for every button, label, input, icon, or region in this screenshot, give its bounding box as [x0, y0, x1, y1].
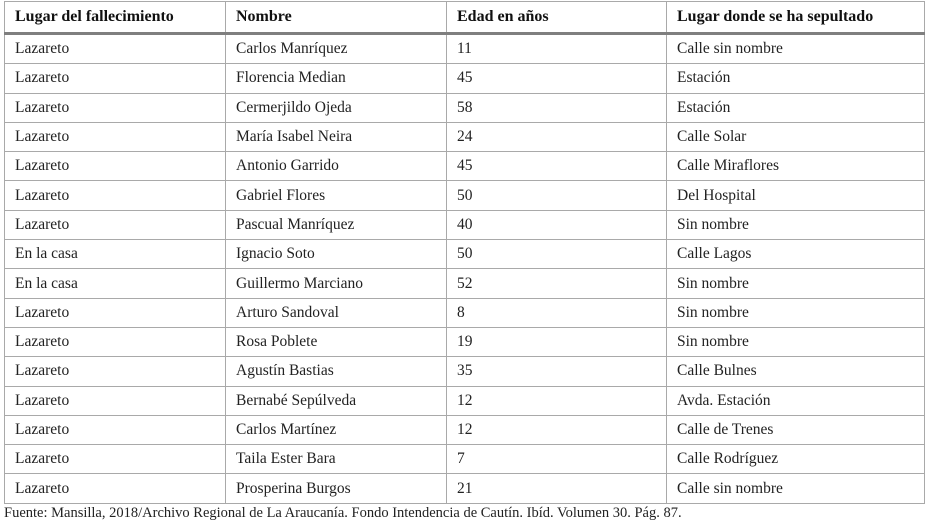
cell-age: 35 — [447, 357, 667, 386]
table-row — [5, 474, 925, 503]
cell-place-of-death: Lazareto — [5, 386, 226, 415]
cell-name: Guillermo Marciano — [226, 269, 447, 298]
cell-burial-place: Sin nombre — [667, 327, 925, 356]
cell-burial-place: Estación — [667, 64, 925, 93]
cell-place-of-death: En la casa — [5, 269, 226, 298]
cell-place-of-death: Lazareto — [5, 327, 226, 356]
cell-age: 24 — [447, 122, 667, 151]
header-name: Nombre — [226, 2, 447, 34]
cell-name: Cermerjildo Ojeda — [226, 93, 447, 122]
cell-age: 40 — [447, 210, 667, 239]
header-place-of-death: Lugar del fallecimiento — [5, 2, 226, 34]
cell-place-of-death: Lazareto — [5, 34, 226, 64]
table-header-row — [5, 2, 925, 34]
cell-place-of-death: En la casa — [5, 240, 226, 269]
cell-age: 7 — [447, 445, 667, 474]
cell-burial-place: Calle Miraflores — [667, 152, 925, 181]
header-burial-place: Lugar donde se ha sepultado — [667, 2, 925, 34]
cell-age: 45 — [447, 152, 667, 181]
cell-burial-place: Sin nombre — [667, 210, 925, 239]
table-row — [5, 210, 925, 239]
cell-name: Agustín Bastias — [226, 357, 447, 386]
cell-place-of-death: Lazareto — [5, 181, 226, 210]
cell-age: 50 — [447, 240, 667, 269]
cell-name: Antonio Garrido — [226, 152, 447, 181]
cell-name: Bernabé Sepúlveda — [226, 386, 447, 415]
cell-name: Taila Ester Bara — [226, 445, 447, 474]
cell-burial-place: Calle Rodríguez — [667, 445, 925, 474]
table-row — [5, 415, 925, 444]
cell-burial-place: Calle Bulnes — [667, 357, 925, 386]
cell-age: 52 — [447, 269, 667, 298]
cell-name: Prosperina Burgos — [226, 474, 447, 503]
cell-place-of-death: Lazareto — [5, 122, 226, 151]
cell-burial-place: Calle Lagos — [667, 240, 925, 269]
table-row — [5, 93, 925, 122]
header-age: Edad en años — [447, 2, 667, 34]
deaths-table-container — [4, 1, 924, 504]
cell-name: Florencia Median — [226, 64, 447, 93]
cell-age: 58 — [447, 93, 667, 122]
table-row — [5, 64, 925, 93]
cell-place-of-death: Lazareto — [5, 64, 226, 93]
cell-burial-place: Calle sin nombre — [667, 34, 925, 64]
cell-burial-place: Calle de Trenes — [667, 415, 925, 444]
table-row — [5, 122, 925, 151]
cell-age: 11 — [447, 34, 667, 64]
cell-burial-place: Sin nombre — [667, 269, 925, 298]
cell-name: Rosa Poblete — [226, 327, 447, 356]
cell-age: 12 — [447, 415, 667, 444]
cell-age: 50 — [447, 181, 667, 210]
cell-burial-place: Calle Solar — [667, 122, 925, 151]
cell-name: María Isabel Neira — [226, 122, 447, 151]
cell-name: Arturo Sandoval — [226, 298, 447, 327]
table-row — [5, 386, 925, 415]
cell-age: 12 — [447, 386, 667, 415]
table-row — [5, 357, 925, 386]
cell-place-of-death: Lazareto — [5, 152, 226, 181]
deaths-table — [4, 1, 925, 504]
cell-age: 8 — [447, 298, 667, 327]
table-row — [5, 445, 925, 474]
table-row — [5, 269, 925, 298]
cell-name: Carlos Martínez — [226, 415, 447, 444]
cell-place-of-death: Lazareto — [5, 210, 226, 239]
cell-age: 19 — [447, 327, 667, 356]
cell-burial-place: Sin nombre — [667, 298, 925, 327]
cell-name: Carlos Manríquez — [226, 34, 447, 64]
cell-age: 21 — [447, 474, 667, 503]
cell-place-of-death: Lazareto — [5, 445, 226, 474]
cell-place-of-death: Lazareto — [5, 298, 226, 327]
cell-place-of-death: Lazareto — [5, 93, 226, 122]
cell-burial-place: Avda. Estación — [667, 386, 925, 415]
table-body — [5, 34, 925, 504]
cell-age: 45 — [447, 64, 667, 93]
table-row — [5, 240, 925, 269]
cell-place-of-death: Lazareto — [5, 415, 226, 444]
cell-place-of-death: Lazareto — [5, 357, 226, 386]
cell-place-of-death: Lazareto — [5, 474, 226, 503]
cell-name: Gabriel Flores — [226, 181, 447, 210]
table-row — [5, 298, 925, 327]
source-caption: Fuente: Mansilla, 2018/Archivo Regional de La Araucanía. Fondo Intendencia de Cautín. Ibíd. Volumen 30. Pág. 87. — [4, 505, 682, 521]
cell-burial-place: Calle sin nombre — [667, 474, 925, 503]
table-row — [5, 152, 925, 181]
table-row — [5, 327, 925, 356]
table-row — [5, 34, 925, 64]
table-row — [5, 181, 925, 210]
cell-burial-place: Estación — [667, 93, 925, 122]
cell-name: Ignacio Soto — [226, 240, 447, 269]
cell-burial-place: Del Hospital — [667, 181, 925, 210]
cell-name: Pascual Manríquez — [226, 210, 447, 239]
